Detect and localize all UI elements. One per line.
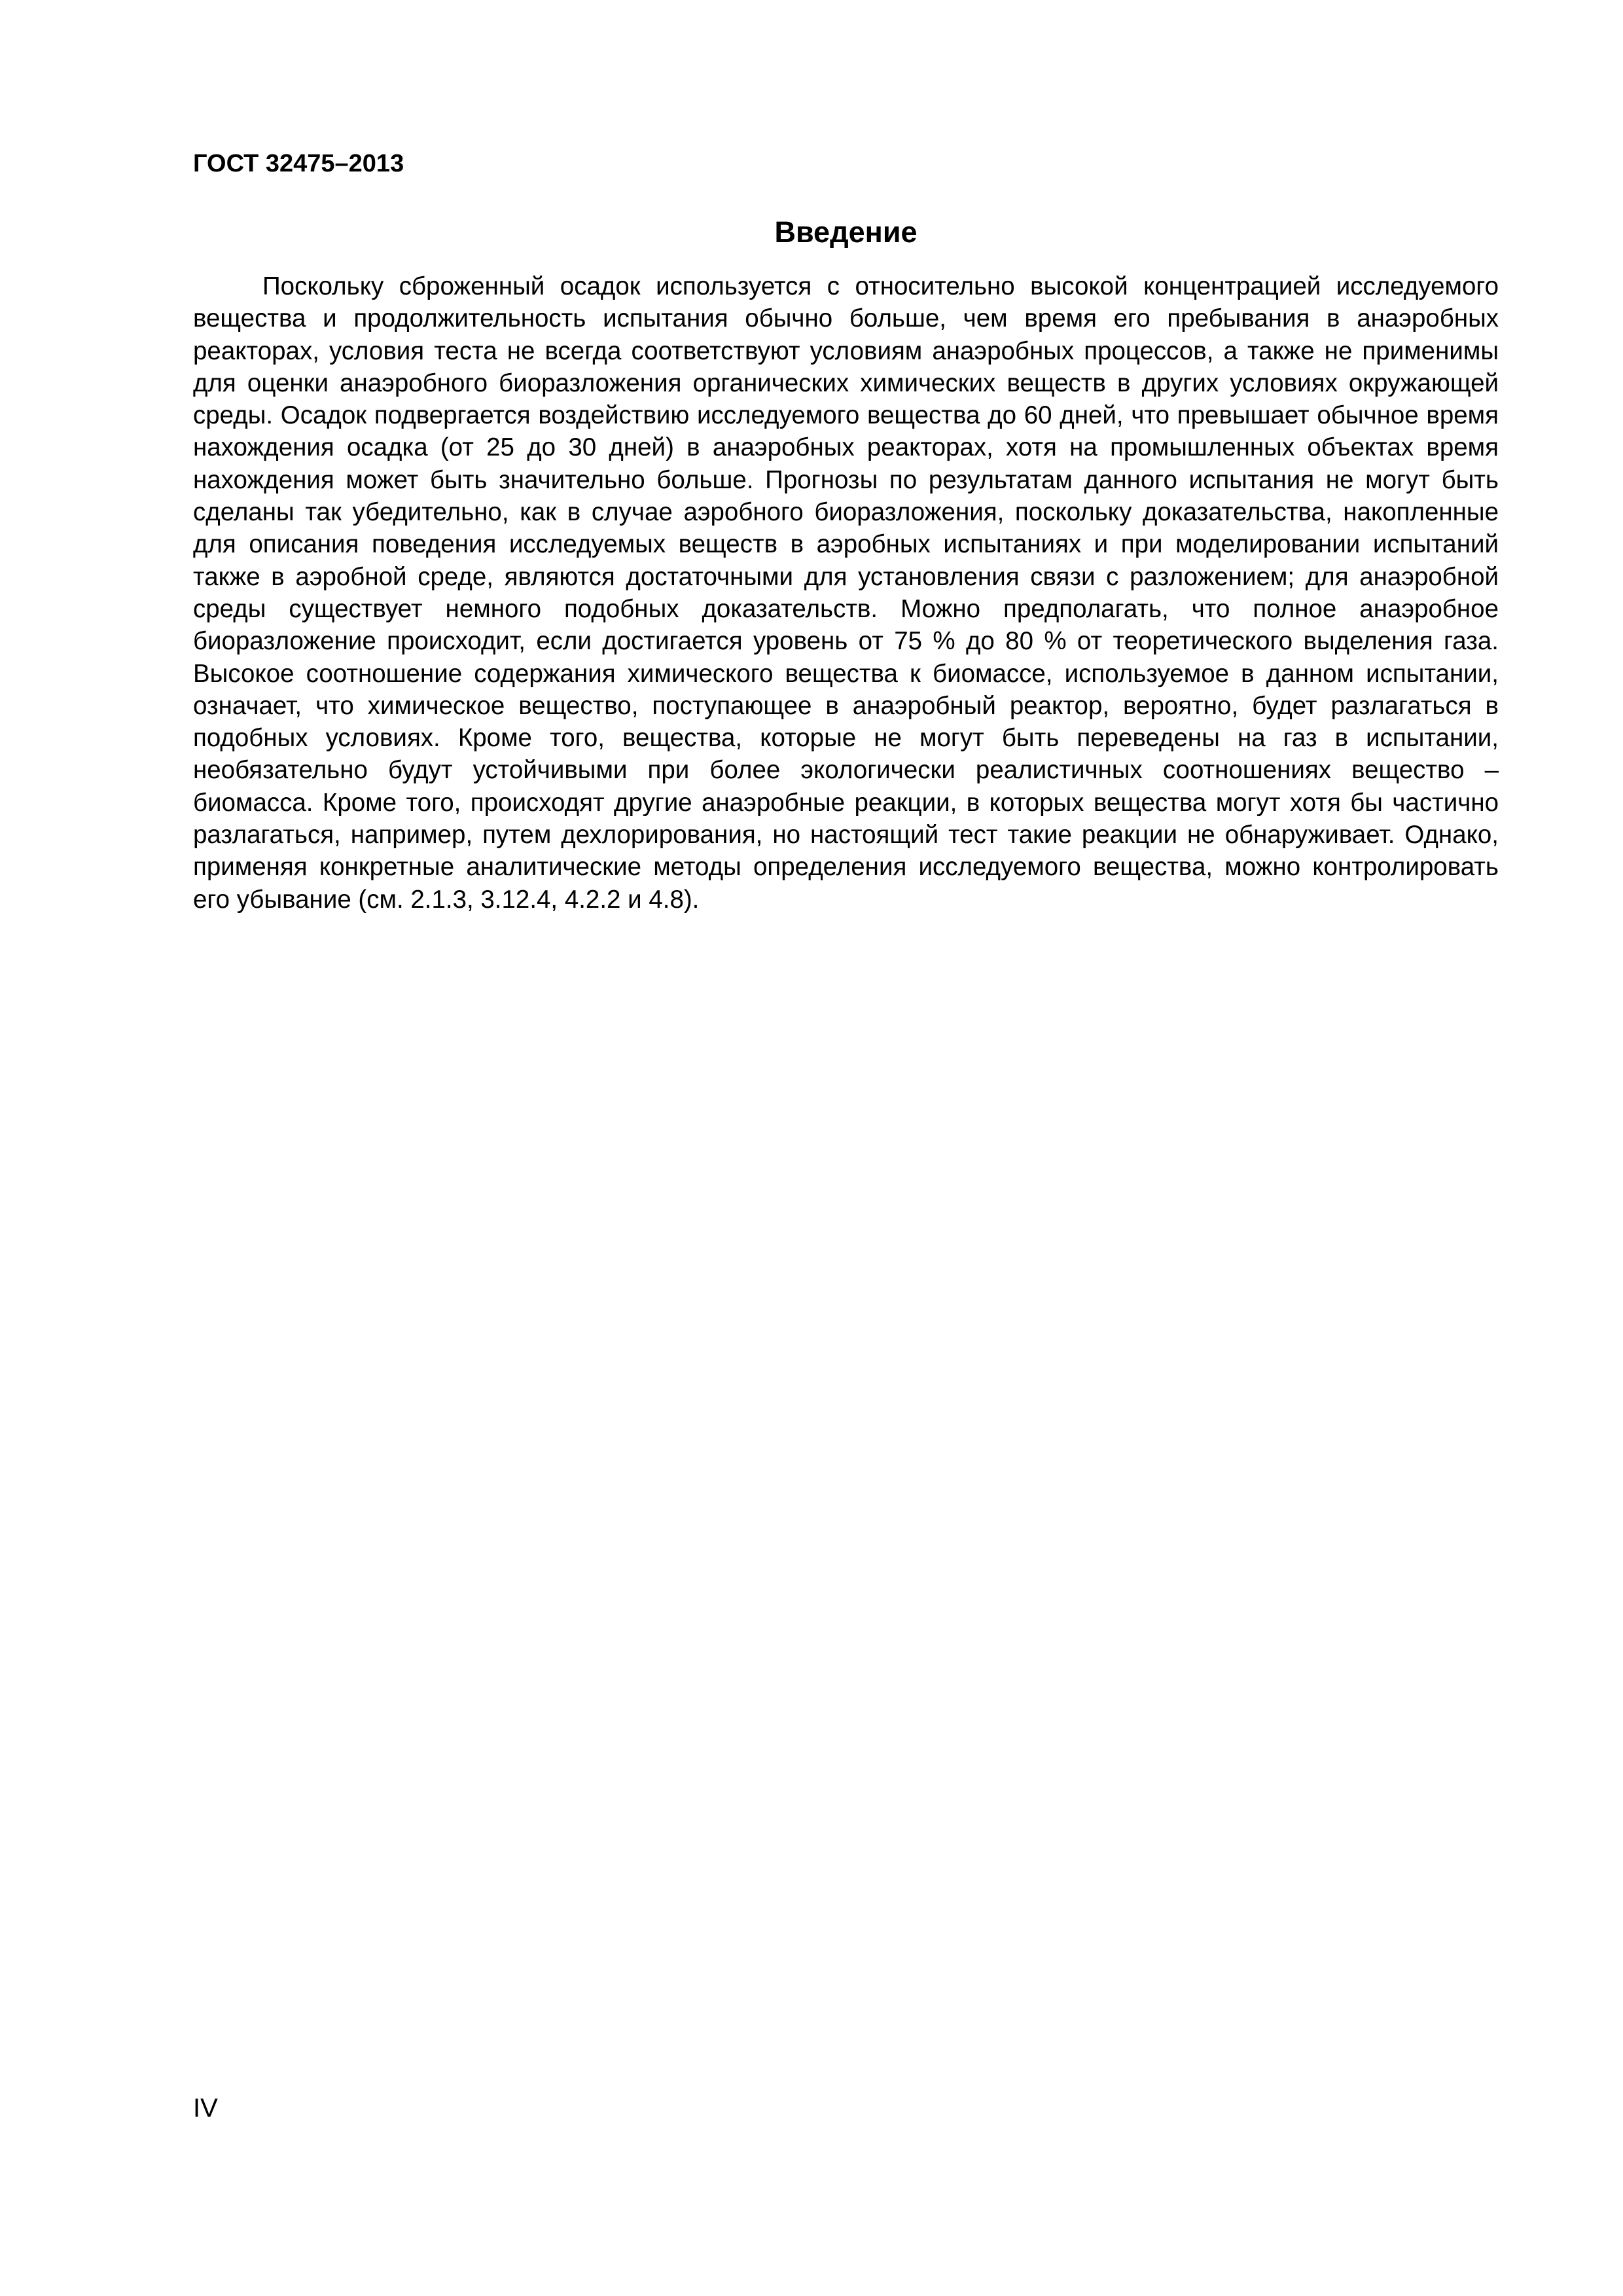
- body-paragraph: Поскольку сброженный осадок используется с относительно высокой концентрацией исследуемого вещества и продолжительность испытания обычно больше, чем время его пребывания в анаэробных реакторах, условия теста не всегда соответствуют условиям анаэробных процессов, а также не применимы для оценки анаэробного биоразложения органических химических веществ в других условиях окружающей среды. Осадок подвергается воздействию исследуемого вещества до 60 дней, что превышает обычное время нахождения осадка (от 25 до 30 дней) в анаэробных реакторах, хотя на промышленных объектах время нахождения может быть значительно больше. Прогнозы по результатам данного испытания не могут быть сделаны так убедительно, как в случае аэробного биоразложения, поскольку доказательства, накопленные для описания поведения исследуемых веществ в аэробных испытаниях и при моделировании испытаний также в аэробной среде, являются достаточными для установления связи с разложением; для анаэробной среды существует немного подобных доказательств. Можно предполагать, что полное анаэробное биоразложение происходит, если достигается уровень от 75 % до 80 % от теоретического выделения газа. Высокое соотношение содержания химического вещества к биомассе, используемое в данном испытании, означает, что химическое вещество, поступающее в анаэробный реактор, вероятно, будет разлагаться в подобных условиях. Кроме того, вещества, которые не могут быть переведены на газ в испытании, необязательно будут устойчивыми при более экологически реалистичных соотношениях вещество – биомасса. Кроме того, происходят другие анаэробные реакции, в которых вещества могут хотя бы частично разлагаться, например, путем дехлорирования, но настоящий тест такие реакции не обнаруживает. Однако, применяя конкретные аналитические методы определения исследуемого вещества, можно контролировать его убывание (см. 2.1.3, 3.12.4, 4.2.2 и 4.8).: [193, 272, 1499, 914]
- document-code-header: ГОСТ 32475–2013: [193, 150, 404, 177]
- section-title: Введение: [774, 215, 918, 249]
- page-number: IV: [193, 2094, 218, 2123]
